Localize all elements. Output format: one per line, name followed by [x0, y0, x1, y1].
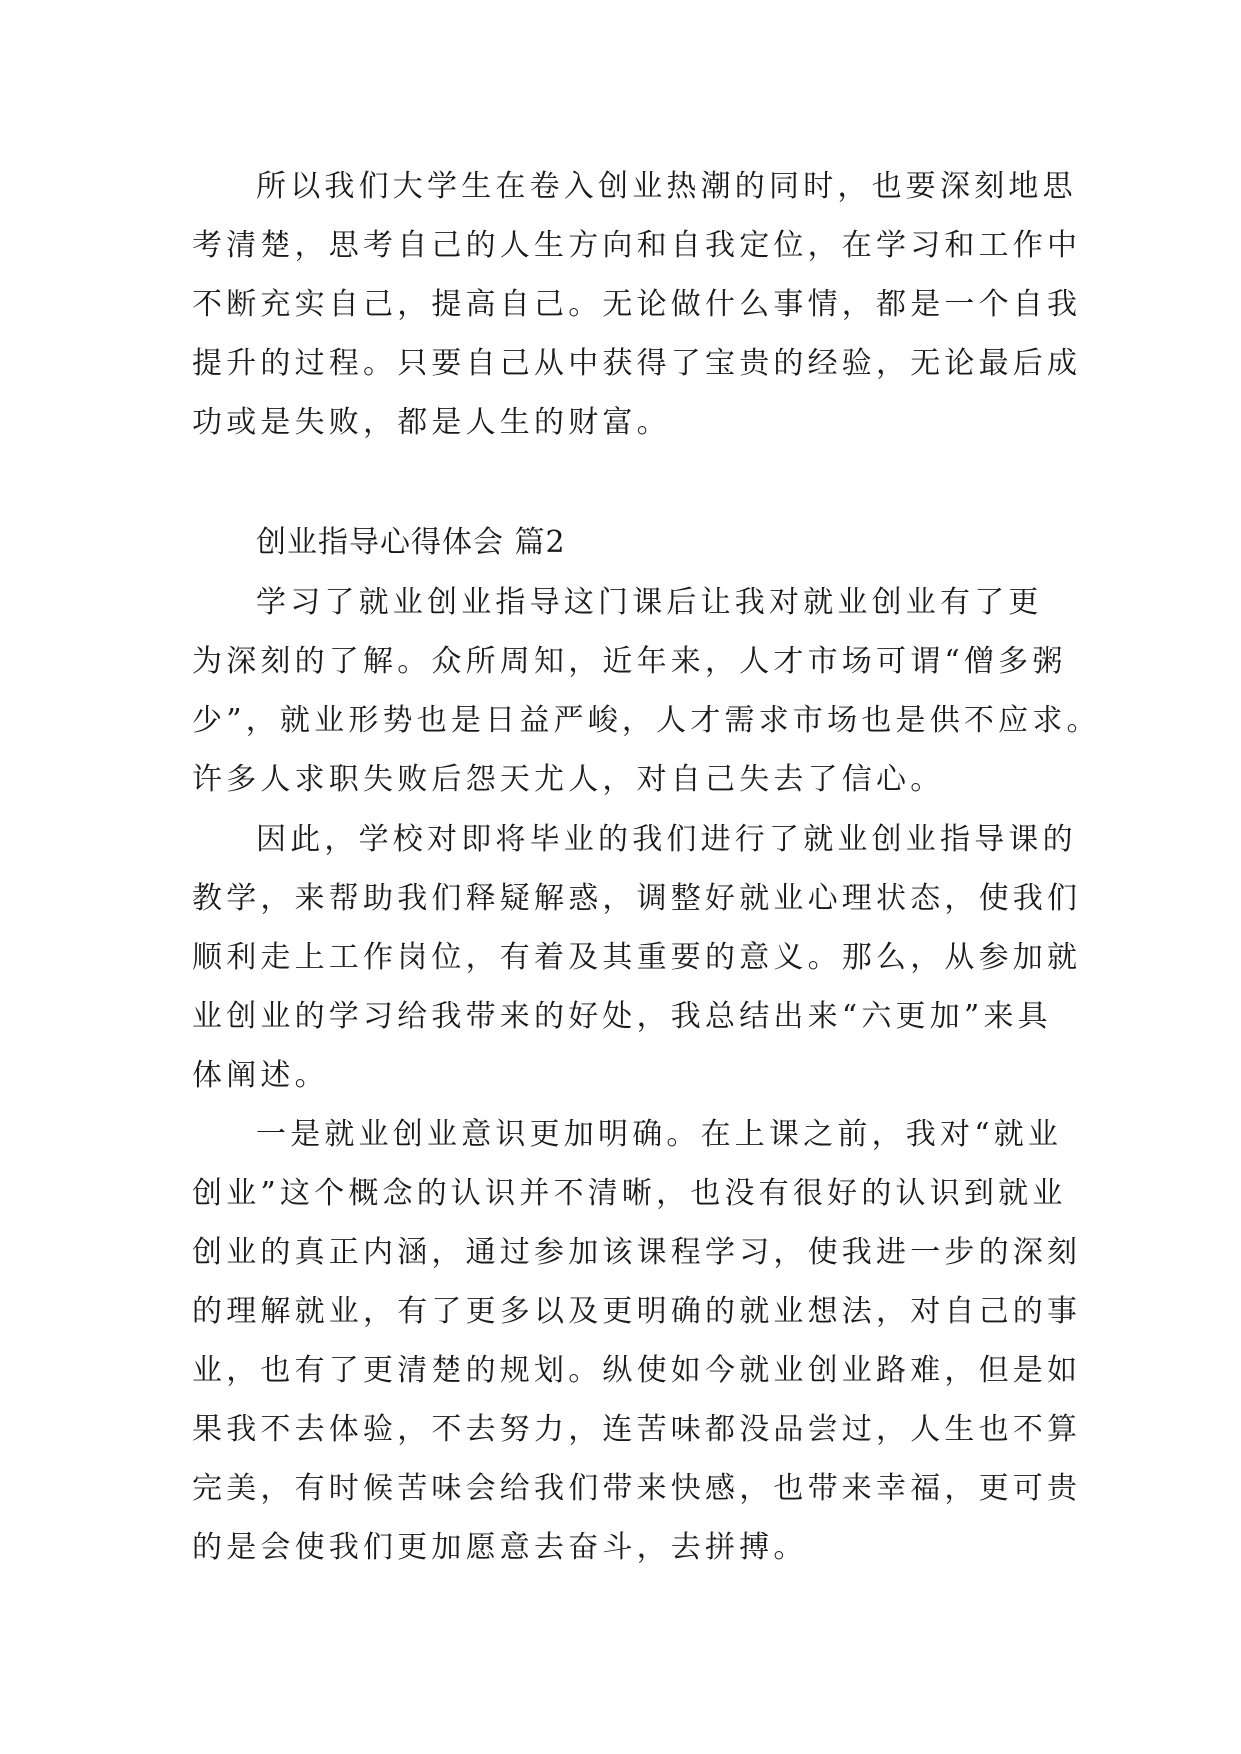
text-line: 因此，学校对即将毕业的我们进行了就业创业指导课的	[256, 822, 1077, 857]
text-line: 顺利走上工作岗位，有着及其重要的意义。那么，从参加就	[192, 940, 1082, 975]
text-line: 业创业的学习给我带来的好处，我总结出来“六更加”来具	[192, 999, 1052, 1034]
text-line: 所以我们大学生在卷入创业热潮的同时，也要深刻地思	[256, 169, 1077, 204]
text-line: 果我不去体验，不去努力，连苦味都没品尝过，人生也不算	[192, 1412, 1082, 1447]
text-line: 体阐述。	[192, 1058, 329, 1093]
text-line: 业，也有了更清楚的规划。纵使如今就业创业路难，但是如	[192, 1353, 1082, 1388]
text-line: 考清楚，思考自己的人生方向和自我定位，在学习和工作中	[192, 228, 1082, 263]
text-line: 一是就业创业意识更加明确。在上课之前，我对“就业	[256, 1117, 1063, 1152]
text-line: 功或是失败，都是人生的财富。	[192, 405, 671, 440]
text-line: 不断充实自己，提高自己。无论做什么事情，都是一个自我	[192, 287, 1082, 322]
text-line: 完美，有时候苦味会给我们带来快感，也带来幸福，更可贵	[192, 1471, 1082, 1506]
section-heading: 创业指导心得体会 篇2	[256, 525, 566, 560]
text-line: 的理解就业，有了更多以及更明确的就业想法，对自己的事	[192, 1294, 1082, 1329]
text-line: 学习了就业创业指导这门课后让我对就业创业有了更	[256, 585, 1043, 620]
text-line: 少”，就业形势也是日益严峻，人才需求市场也是供不应求。	[192, 703, 1101, 738]
text-line: 提升的过程。只要自己从中获得了宝贵的经验，无论最后成	[192, 346, 1082, 381]
text-line: 许多人求职失败后怨天尤人，对自己失去了信心。	[192, 762, 945, 797]
text-line: 的是会使我们更加愿意去奋斗，去拼搏。	[192, 1530, 808, 1565]
text-line: 创业”这个概念的认识并不清晰，也没有很好的认识到就业	[192, 1176, 1067, 1211]
text-line: 创业的真正内涵，通过参加该课程学习，使我进一步的深刻	[192, 1235, 1082, 1270]
text-line: 为深刻的了解。众所周知，近年来，人才市场可谓“僧多粥	[192, 644, 1067, 679]
text-line: 教学，来帮助我们释疑解惑，调整好就业心理状态，使我们	[192, 881, 1082, 916]
